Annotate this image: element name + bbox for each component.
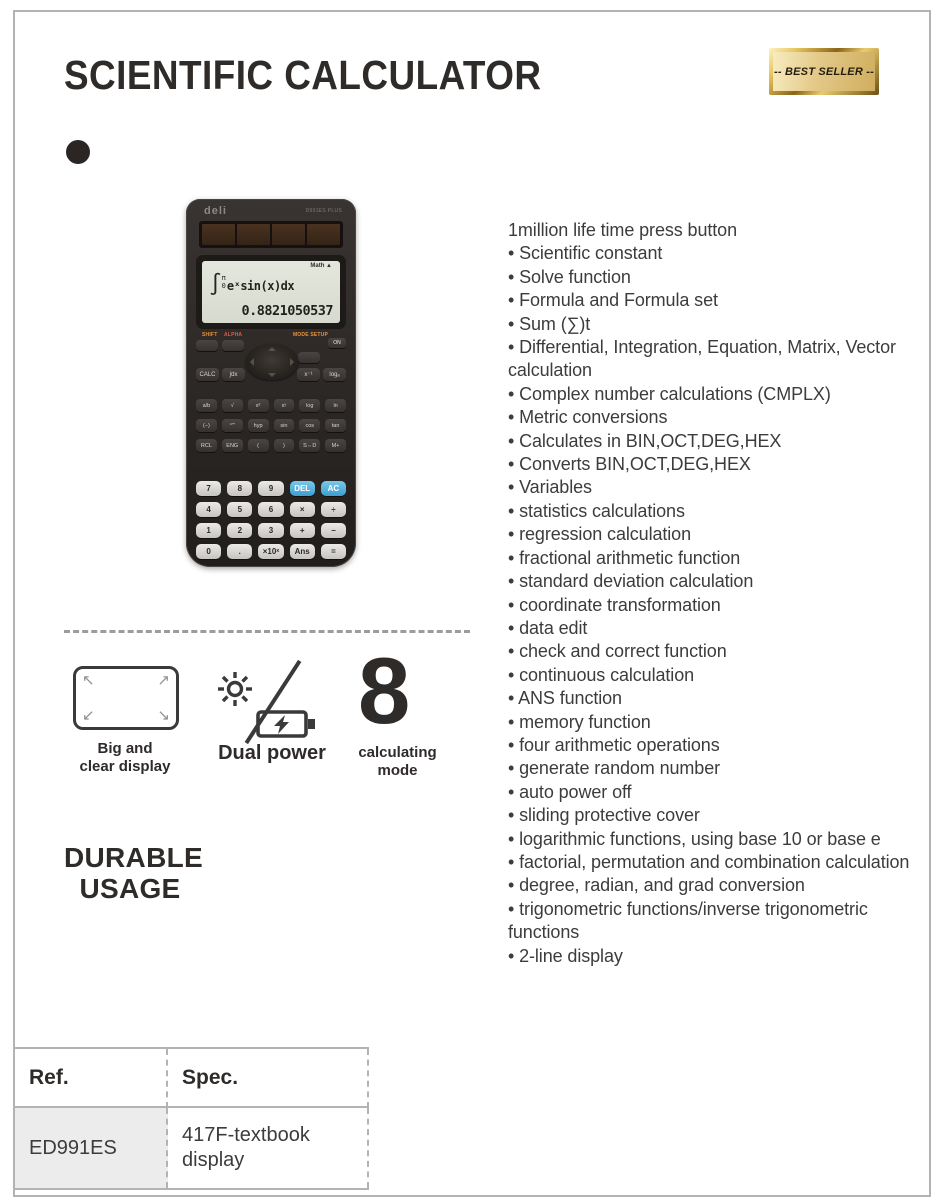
calc-number-key: 2 — [227, 523, 252, 538]
lcd-expression: ∫ π 0 eˣsin(x)dx — [209, 272, 295, 296]
calc-key-log: logₐ — [323, 368, 346, 381]
calc-function-key: tan — [325, 419, 346, 432]
calc-number-key: 8 — [227, 481, 252, 496]
big-display-label: Big and clear display — [79, 740, 171, 775]
eight-modes-figure: 8 — [358, 638, 411, 743]
calc-number-keys — [196, 481, 346, 559]
calc-number-key: + — [290, 523, 315, 538]
feature-item: • degree, radian, and grad conversion — [508, 875, 805, 896]
feature-item: • Variables — [508, 477, 592, 498]
spec-table — [13, 1047, 369, 1190]
feature-item: • Sum (∑)t — [508, 313, 591, 334]
mode-label: MODE SETUP — [292, 332, 328, 338]
durable-usage-heading: DURABLE USAGE — [64, 842, 203, 904]
feature-item: • standard deviation calculation — [508, 571, 754, 592]
feature-item: • Solve function — [508, 266, 631, 287]
calc-function-key: M+ — [325, 439, 346, 452]
feature-item: • ANS function — [508, 688, 622, 709]
calculating-mode-label: calculating mode — [358, 744, 437, 779]
calc-number-key: AC — [321, 481, 346, 496]
solar-panel — [199, 221, 343, 248]
feature-item: • Differential, Integration, Equation, Matrix, Vector calculation — [508, 337, 896, 381]
calc-function-key: hyp — [248, 419, 269, 432]
sun-icon — [212, 666, 258, 712]
spec-table-header-spec: Spec. — [168, 1049, 369, 1108]
feature-item: • Converts BIN,OCT,DEG,HEX — [508, 454, 751, 475]
feature-item: • 2-line display — [508, 945, 623, 966]
dual-power-label: Dual power — [218, 742, 326, 764]
page-title: SCIENTIFIC CALCULATOR — [64, 52, 542, 98]
dpad — [246, 344, 298, 380]
feature-item: • four arithmetic operations — [508, 734, 720, 755]
expand-arrow-icon: ↘ — [157, 707, 170, 724]
calc-function-key: ln — [325, 399, 346, 412]
feature-item: • memory function — [508, 711, 651, 732]
dual-power-icon — [210, 660, 334, 744]
lcd-display — [196, 255, 346, 329]
battery-icon — [256, 708, 318, 740]
lcd-result: 0.8821050537 — [241, 303, 333, 319]
calc-number-key: DEL — [290, 481, 315, 496]
calc-number-key: = — [321, 544, 346, 559]
calc-function-key: (−) — [196, 419, 217, 432]
feature-item: • Scientific constant — [508, 243, 663, 264]
calc-function-key: cos — [299, 419, 320, 432]
calc-function-key: °’” — [222, 419, 243, 432]
feature-item: • Complex number calculations (CMPLX) — [508, 383, 831, 404]
calc-number-key: 4 — [196, 502, 221, 517]
calc-number-key: − — [321, 523, 346, 538]
calc-number-key: × — [290, 502, 315, 517]
feature-item: • sliding protective cover — [508, 805, 700, 826]
spec-table-header-ref: Ref. — [15, 1049, 168, 1108]
bullet-marker — [66, 140, 90, 164]
expand-arrow-icon: ↖ — [82, 672, 95, 689]
calc-function-key: sin — [274, 419, 295, 432]
calc-key — [298, 352, 320, 363]
feature-item: • factorial, permutation and combination calculation — [508, 851, 910, 872]
calc-function-key: ( — [248, 439, 269, 452]
shift-label: SHIFT — [202, 332, 218, 338]
calc-function-key: a/b — [196, 399, 217, 412]
calc-key-inverse: x⁻¹ — [297, 368, 320, 381]
feature-item: • Formula and Formula set — [508, 290, 718, 311]
calc-function-key: ENG — [222, 439, 243, 452]
calc-model-label: D991ES PLUS — [305, 208, 342, 214]
feature-item: • statistics calculations — [508, 500, 685, 521]
calc-key-calc: CALC — [196, 368, 219, 381]
big-display-icon — [73, 666, 179, 730]
feature-item: • coordinate transformation — [508, 594, 721, 615]
calc-number-key: Ans — [290, 544, 315, 559]
calc-number-key: 6 — [258, 502, 283, 517]
calc-number-key: 0 — [196, 544, 221, 559]
dashed-divider — [64, 630, 470, 633]
calc-number-key: 5 — [227, 502, 252, 517]
calculator-image — [186, 199, 356, 567]
feature-item: • generate random number — [508, 758, 721, 779]
calc-key — [196, 340, 218, 351]
feature-item: • regression calculation — [508, 524, 691, 545]
feature-item: • continuous calculation — [508, 664, 695, 685]
calc-number-key: 3 — [258, 523, 283, 538]
calc-function-key: S⇔D — [299, 439, 320, 452]
calc-number-key: 1 — [196, 523, 221, 538]
calc-function-key: √ — [222, 399, 243, 412]
calc-function-key: ) — [274, 439, 295, 452]
calc-key — [222, 340, 244, 351]
feature-item: 1million life time press button — [508, 220, 738, 240]
feature-item: • trigonometric functions/inverse trigonometric functions — [508, 898, 868, 943]
on-key: ON — [328, 338, 346, 348]
best-seller-label: -- BEST SELLER -- — [773, 52, 875, 91]
best-seller-badge — [769, 48, 879, 95]
calc-control-area — [196, 332, 346, 396]
feature-list — [508, 219, 932, 968]
calc-number-key: ÷ — [321, 502, 346, 517]
feature-item: • check and correct function — [508, 641, 727, 662]
lcd-status-indicator: Math ▲ — [310, 263, 332, 269]
calc-function-keys — [196, 399, 346, 452]
feature-item: • logarithmic functions, using base 10 or base e — [508, 828, 881, 849]
feature-item: • data edit — [508, 617, 588, 638]
calc-number-key: 9 — [258, 481, 283, 496]
expand-arrow-icon: ↗ — [157, 672, 170, 689]
calc-key-integral: ∫dx — [222, 368, 245, 381]
calc-function-key: RCL — [196, 439, 217, 452]
feature-item: • fractional arithmetic function — [508, 547, 741, 568]
calc-function-key: log — [299, 399, 320, 412]
calc-function-key: x² — [248, 399, 269, 412]
calc-function-key: xʸ — [274, 399, 295, 412]
calc-number-key: 7 — [196, 481, 221, 496]
expand-arrow-icon: ↙ — [82, 707, 95, 724]
calc-number-key: ×10ˣ — [258, 544, 283, 559]
calc-number-key: . — [227, 544, 252, 559]
feature-item: • Metric conversions — [508, 407, 668, 428]
calc-brand-logo: deli — [204, 205, 227, 217]
feature-item: • auto power off — [508, 781, 632, 802]
spec-table-ref-value: ED991ES — [15, 1108, 168, 1188]
feature-item: • Calculates in BIN,OCT,DEG,HEX — [508, 430, 782, 451]
alpha-label: ALPHA — [224, 332, 243, 338]
spec-table-spec-value: 417F-textbook display — [168, 1108, 369, 1188]
